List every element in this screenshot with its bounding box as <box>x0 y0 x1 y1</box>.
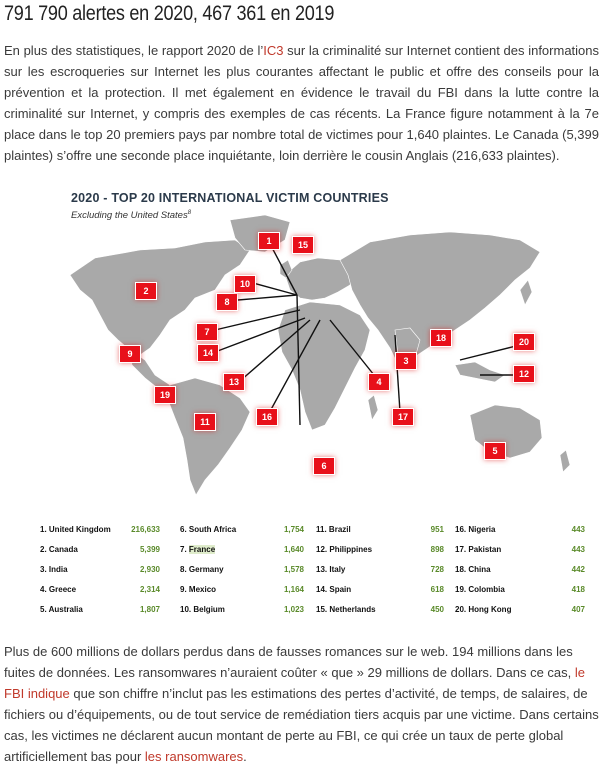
madagascar-landmass <box>368 395 378 420</box>
intro-text: En plus des statistiques, le rapport 2020 de l’ <box>4 43 264 58</box>
figure-subtitle: Excluding the United States$^8$ <box>71 210 192 222</box>
ransomware-link[interactable]: les ransomwares <box>144 749 244 764</box>
map-marker-19: 19 <box>154 386 176 404</box>
map-marker-1: 1 <box>258 232 280 250</box>
map-marker-4: 4 <box>368 373 390 391</box>
fbi-link[interactable]: le FBI indique <box>4 665 586 701</box>
map-marker-8: 8 <box>216 293 238 311</box>
map-marker-12: 12 <box>513 365 535 383</box>
article-headline: 791 790 alertes en 2020, 467 361 en 2019 <box>4 2 335 25</box>
map-marker-5: 5 <box>484 442 506 460</box>
map-marker-3: 3 <box>395 352 417 370</box>
south-america-landmass <box>168 378 250 495</box>
map-marker-13: 13 <box>223 373 245 391</box>
intro-paragraph <box>4 40 599 166</box>
ransomware-paragraph <box>4 641 599 767</box>
australia-landmass <box>470 405 542 458</box>
map-marker-11: 11 <box>194 413 216 431</box>
figure-title: 2020 - TOP 20 INTERNATIONAL VICTIM COUNTRIES <box>71 191 389 205</box>
map-marker-16: 16 <box>256 408 278 426</box>
paragraph-text-end: . <box>243 749 247 764</box>
map-marker-15: 15 <box>292 236 314 254</box>
map-marker-2: 2 <box>135 282 157 300</box>
japan-landmass <box>520 280 532 305</box>
africa-landmass <box>278 302 370 430</box>
map-marker-17: 17 <box>392 408 414 426</box>
map-marker-18: 18 <box>430 329 452 347</box>
map-marker-10: 10 <box>234 275 256 293</box>
map-marker-6: 6 <box>313 457 335 475</box>
intro-text-cont: sur la criminalité sur Internet contient des informations sur les escroqueries sur Internet les plus courantes affectant le public et offre des conseils pour la prévention et la protection. Il met également en évidence le travail du FBI dans la lutte contre la criminalité sur Internet, y compris des exemples de cas récents. La France figure notamment à la 7e place dans le top 20 premiers pays par nombre total de victimes pour 1,640 plaintes. Le Canada (5,399 plaintes) s’offre une seconde place inquiétante, loin derrière le cousin Anglais (216,633 plaintes). <box>4 43 600 163</box>
victim-countries-figure: 2020 - TOP 20 INTERNATIONAL VICTIM COUNTRIES Excluding the United States$^8$ 1 2 3 4 5 6 7 8 9 10 11 12 13 14 15 16 17 18 19 20 1. United Kingdom 216,633 2. Canada 5,399 3. India 2,930 4. Greece 2,314 5. Australia 1,807 6. South Africa 1,754 7. France 1,640 8. Germany 1,578 9. Mexico 1,164 10. Belgium 1,023 11. Brazil 951 12. Philippines 898 13. Italy 728 14. Spain 618 15. Netherlands 450 16. Nigeria 443 17. Pakistan 443 18. China 442 19. Colombia 418 20. Hong Kong 407 <box>0 180 605 630</box>
map-marker-20: 20 <box>513 333 535 351</box>
paragraph-text: Plus de 600 millions de dollars perdus dans de fausses romances sur le web. 194 millions dans les fuites de données. Les ransomwares n’auraient coûter « que » 29 millions de dollars. Dans ce cas, <box>4 644 575 680</box>
se-asia-islands <box>455 362 505 382</box>
map-marker-14: 14 <box>197 344 219 362</box>
map-marker-7: 7 <box>196 323 218 341</box>
ic3-link[interactable]: IC3 <box>263 43 284 58</box>
new-zealand-landmass <box>560 450 570 472</box>
map-marker-9: 9 <box>119 345 141 363</box>
paragraph-text-cont: que son chiffre n’inclut pas les estimations des pertes d’activité, de temps, de salaires, de fichiers ou d’équipements, ou de tout service de remédiation tiers acquis par une victime. Dans certains cas, les victimes ne déclarent aucun montant de perte au FBI, ce qui crée un taux de perte global artificiellement bas pour <box>4 686 599 764</box>
